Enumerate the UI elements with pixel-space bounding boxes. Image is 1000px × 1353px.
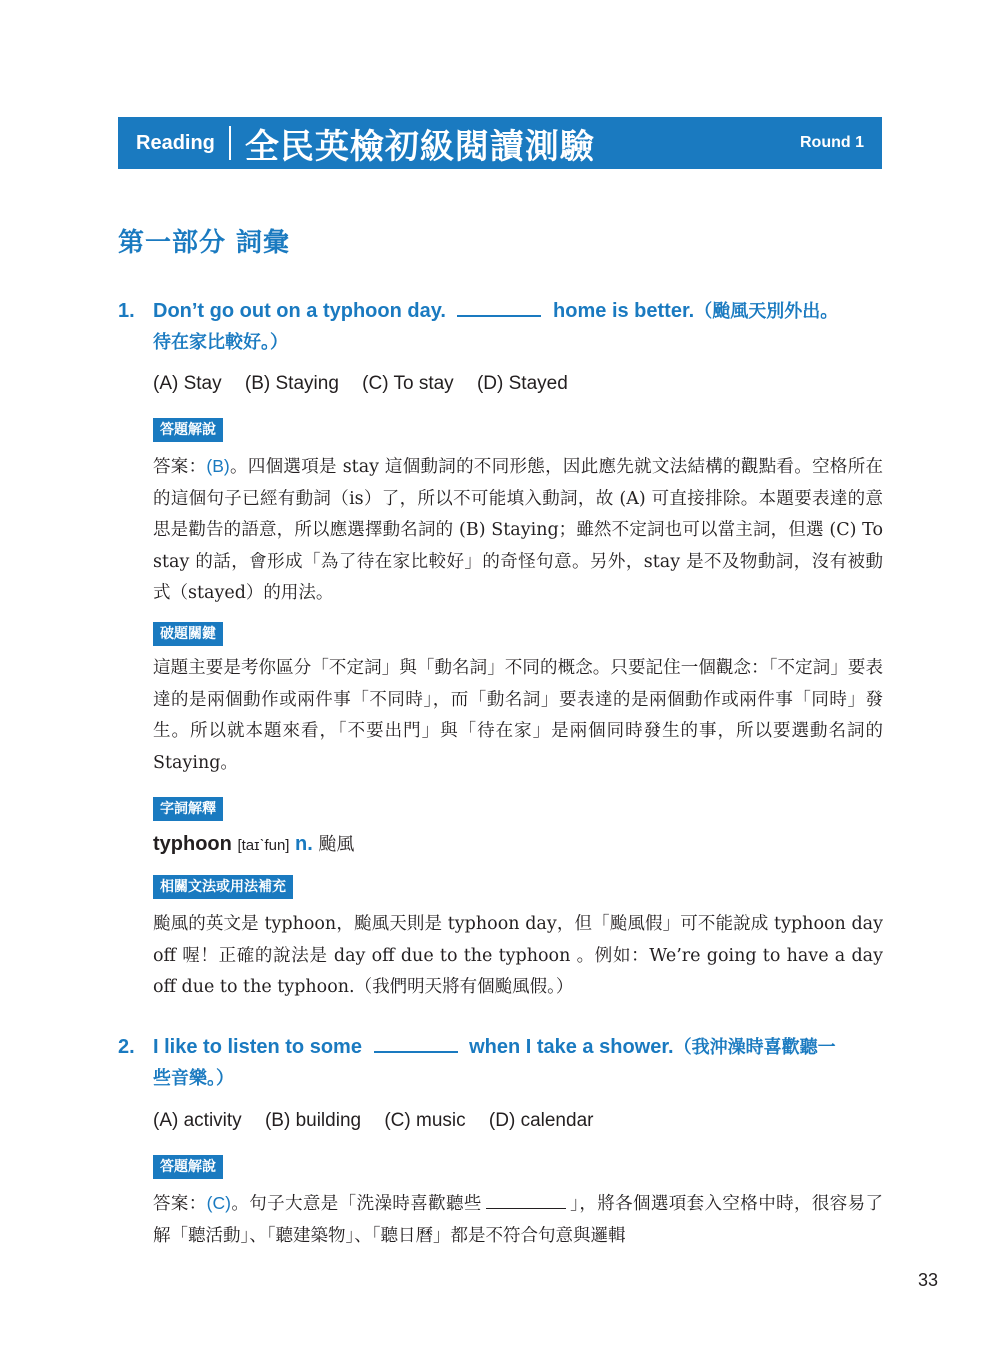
vocab-entry (153, 830, 354, 856)
vocab-ipa: [taɪˋfun] (237, 837, 290, 854)
option-c: (C) To stay (362, 373, 454, 394)
section-heading: 第一部分 詞彙 (118, 228, 291, 258)
inline-blank (486, 1190, 566, 1209)
question-text: I like to listen to some when I take a shower.（我沖澡時喜歡聽一 些音樂。） (153, 1032, 888, 1094)
grammar-label: 相關文法或用法補充 (153, 875, 293, 899)
question-1 (118, 296, 888, 358)
option-b: (B) Staying (244, 373, 339, 394)
page-number: 33 (918, 1270, 939, 1290)
option-c: (C) music (384, 1110, 466, 1131)
answer-explanation-label: 答題解說 (153, 1155, 223, 1179)
question-number: 1. (118, 300, 135, 322)
answer-explanation: 答案：(C)。句子大意是「洗澡時喜歡聽些 」，將各個選項套入空格中時，很容易了解「聽活動」、「聽建築物」、「聽日曆」都是不符合句意與邏輯 (153, 1188, 883, 1252)
option-a: (A) activity (153, 1110, 242, 1131)
question-text: Don’t go out on a typhoon day. home is better.（颱風天別外出。 待在家比較好。） (153, 296, 888, 358)
question-2 (118, 1032, 888, 1094)
options-list (153, 1110, 611, 1132)
key-point-label: 破題關鍵 (153, 622, 223, 646)
header-banner (118, 117, 882, 169)
translation-line-2: 待在家比較好。） (153, 332, 288, 353)
question-number: 2. (118, 1036, 135, 1058)
option-b: (B) building (264, 1110, 362, 1131)
grammar-text: 颱風的英文是 typhoon，颱風天則是 typhoon day，但「颱風假」可不能說成 typhoon day off 喔！正確的說法是 day off due to the typhoon 。例如：We’re going to have a day off due to the typhoon.（我們明天將有個颱風假。） (153, 914, 883, 997)
translation-line-2: 些音樂。） (153, 1068, 234, 1089)
option-d: (D) Stayed (476, 373, 568, 394)
header-divider (229, 126, 231, 160)
vocab-pos: n. (295, 833, 313, 855)
answer-value: (B) (206, 456, 230, 476)
option-a: (A) Stay (153, 373, 222, 394)
answer-blank (374, 1033, 458, 1053)
key-point-text: 這題主要是考你區分「不定詞」與「動名詞」不同的概念。只要記住一個觀念：「不定詞」要表達的是兩個動作或兩件事「不同時」，而「動名詞」要表達的是兩個動作或兩件事「同時」發生。所以就本題來看，「不要出門」與「待在家」是兩個同時發生的事，所以要選動名詞的 Staying。 (153, 658, 883, 773)
section-tag: Reading (136, 131, 215, 154)
vocab-label: 字詞解釋 (153, 797, 223, 821)
option-d: (D) calendar (488, 1110, 594, 1131)
answer-explanation-label: 答題解說 (153, 418, 223, 442)
options-list (153, 373, 586, 395)
answer-blank (457, 297, 541, 317)
vocab-word: typhoon (153, 833, 232, 855)
answer-explanation: 答案：(B)。四個選項是 stay 這個動詞的不同形態，因此應先就文法結構的觀點看。空格所在的這個句子已經有動詞（is）了，所以不可能填入動詞，故 (A) 可直接排除。本題要表達的意思是勸告的語意，所以應選擇動名詞的 (B) Staying；雖然不定詞也可以當主詞，但選 (C) To stay 的話，會形成「為了待在家比較好」的奇怪句意。另外，stay 是不及物動詞，沒有被動式（stayed）的用法。 (153, 456, 883, 603)
page-title: 全民英檢初級閱讀測驗 (244, 126, 595, 167)
round-label: Round 1 (800, 134, 864, 151)
translation-line-1: （我沖澡時喜歡聽一 (673, 1037, 836, 1058)
vocab-meaning: 颱風 (318, 834, 355, 855)
translation-line-1: （颱風天別外出。 (694, 301, 839, 322)
answer-value: (C) (206, 1193, 231, 1213)
